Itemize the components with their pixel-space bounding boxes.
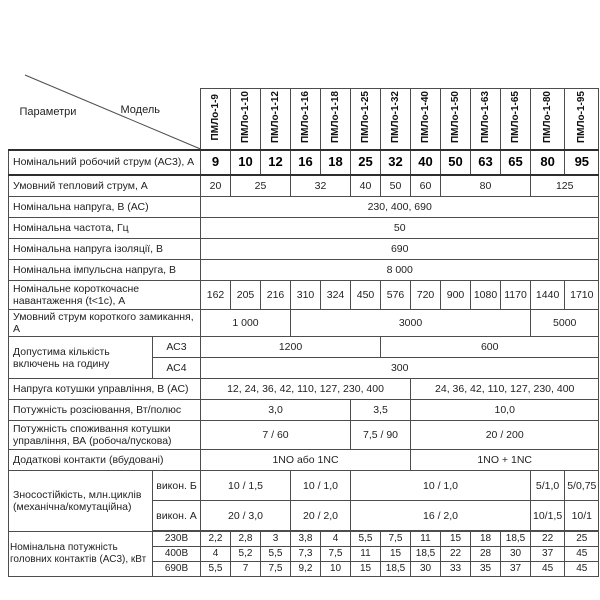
value-cell: 45 [531, 562, 565, 577]
value-cell: 576 [381, 281, 411, 310]
spec-table [8, 88, 599, 577]
row-label: Номінальна імпульсна напруга, В [9, 260, 201, 281]
value-cell: 5000 [531, 310, 599, 337]
model-header [411, 89, 441, 151]
row-sublabel: 230В [153, 531, 201, 547]
value-cell: 450 [351, 281, 381, 310]
model-name: ПМЛо-1-40 [419, 91, 431, 144]
table-row [9, 175, 599, 197]
value-cell: 25 [565, 531, 599, 547]
table-row [9, 150, 599, 175]
row-label: Умовний тепловий струм, А [9, 175, 201, 197]
value-cell: 8 000 [201, 260, 599, 281]
value-cell: 5,5 [261, 547, 291, 562]
value-cell: 5/1,0 [531, 471, 565, 501]
value-cell: 15 [381, 547, 411, 562]
value-cell: 37 [531, 547, 565, 562]
value-cell: 600 [381, 337, 599, 358]
value-cell: 65 [501, 150, 531, 175]
model-label: Модель [120, 103, 160, 116]
row-label: Номінальна частота, Гц [9, 218, 201, 239]
table-row [9, 310, 599, 337]
value-cell: 10 / 1,0 [291, 471, 351, 501]
value-cell: 30 [411, 562, 441, 577]
table-row [9, 471, 599, 501]
value-cell: 300 [201, 358, 599, 379]
value-cell: 162 [201, 281, 231, 310]
row-label: Напруга котушки управління, В (АС) [9, 379, 201, 400]
table-row [9, 531, 599, 547]
row-label: Номінальна напруга, В (АС) [9, 197, 201, 218]
value-cell: 20 / 200 [411, 421, 599, 450]
value-cell: 7,5 [261, 562, 291, 577]
model-header [201, 89, 231, 151]
row-label: Номінальне короткочасне навантаження (t<1с), А [9, 281, 201, 310]
table-row [9, 379, 599, 400]
value-cell: 20 / 2,0 [291, 501, 351, 532]
value-cell: 690 [201, 239, 599, 260]
table-row [9, 337, 599, 358]
table-row [9, 218, 599, 239]
model-name: ПМЛо-1-80 [541, 91, 553, 144]
value-cell: 24, 36, 42, 110, 127, 230, 400 [411, 379, 599, 400]
value-cell: 35 [471, 562, 501, 577]
row-sublabel: 400В [153, 547, 201, 562]
value-cell: 45 [565, 562, 599, 577]
value-cell: 310 [291, 281, 321, 310]
value-cell: 1NO + 1NC [411, 450, 599, 471]
value-cell: 18 [321, 150, 351, 175]
value-cell: 3 [261, 531, 291, 547]
value-cell: 16 / 2,0 [351, 501, 531, 532]
model-name: ПМЛо-1-95 [575, 91, 587, 144]
value-cell: 720 [411, 281, 441, 310]
row-label: Зносостійкість, млн.циклів (механічна/комутаційна) [9, 471, 153, 532]
value-cell: 20 [201, 175, 231, 197]
model-name: ПМЛо-1-18 [329, 91, 341, 144]
model-header [501, 89, 531, 151]
value-cell: 30 [501, 547, 531, 562]
value-cell: 10 / 1,0 [351, 471, 531, 501]
value-cell: 63 [471, 150, 501, 175]
value-cell: 3,5 [351, 400, 411, 421]
value-cell: 1NO або 1NC [201, 450, 411, 471]
model-header [261, 89, 291, 151]
value-cell: 40 [411, 150, 441, 175]
row-label: Потужність споживання котушки управління, ВА (робоча/пускова) [9, 421, 201, 450]
model-header [351, 89, 381, 151]
value-cell: 2,8 [231, 531, 261, 547]
value-cell: 7,5 / 90 [351, 421, 411, 450]
row-label: Номінальний робочий струм (АС3), А [9, 150, 201, 175]
value-cell: 324 [321, 281, 351, 310]
value-cell: 20 / 3,0 [201, 501, 291, 532]
table-row [9, 281, 599, 310]
value-cell: 900 [441, 281, 471, 310]
table-row [9, 450, 599, 471]
row-label: Додаткові контакти (вбудовані) [9, 450, 201, 471]
value-cell: 10 [231, 150, 261, 175]
value-cell: 1170 [501, 281, 531, 310]
value-cell: 40 [351, 175, 381, 197]
value-cell: 10,0 [411, 400, 599, 421]
value-cell: 5/0,75 [565, 471, 599, 501]
value-cell: 22 [441, 547, 471, 562]
value-cell: 3000 [291, 310, 531, 337]
value-cell: 5,5 [351, 531, 381, 547]
model-header [381, 89, 411, 151]
value-cell: 18,5 [501, 531, 531, 547]
model-header [471, 89, 501, 151]
value-cell: 5,2 [231, 547, 261, 562]
row-sublabel: 690В [153, 562, 201, 577]
table-row [9, 239, 599, 260]
value-cell: 60 [411, 175, 441, 197]
row-sublabel: АС3 [153, 337, 201, 358]
value-cell: 3,8 [291, 531, 321, 547]
row-label: Номінальна потужність головних контактів (АС3), кВт [9, 531, 153, 577]
model-name: ПМЛо-1-12 [269, 91, 281, 144]
value-cell: 1710 [565, 281, 599, 310]
value-cell: 32 [381, 150, 411, 175]
model-name: ПМЛо-1-16 [299, 91, 311, 144]
model-header [231, 89, 261, 151]
value-cell: 10/1,5 [531, 501, 565, 532]
model-name: ПМЛо-1-10 [239, 91, 251, 144]
model-name: ПМЛо-1-25 [359, 91, 371, 144]
value-cell: 80 [531, 150, 565, 175]
model-header [565, 89, 599, 151]
value-cell: 230, 400, 690 [201, 197, 599, 218]
value-cell: 4 [321, 531, 351, 547]
row-label: Умовний струм короткого замикання, А [9, 310, 201, 337]
value-cell: 12, 24, 36, 42, 110, 127, 230, 400 [201, 379, 411, 400]
value-cell: 7,5 [321, 547, 351, 562]
value-cell: 7 / 60 [201, 421, 351, 450]
model-name: ПМЛо-1-50 [449, 91, 461, 144]
value-cell: 216 [261, 281, 291, 310]
table-row [9, 260, 599, 281]
header-row [9, 89, 599, 151]
value-cell: 1080 [471, 281, 501, 310]
model-name: ПМЛо-1-63 [479, 91, 491, 144]
value-cell: 80 [441, 175, 531, 197]
value-cell: 12 [261, 150, 291, 175]
parameters-label: Параметри [19, 105, 77, 118]
value-cell: 3,0 [201, 400, 351, 421]
value-cell: 95 [565, 150, 599, 175]
row-sublabel: викон. Б [153, 471, 201, 501]
value-cell: 11 [351, 547, 381, 562]
value-cell: 22 [531, 531, 565, 547]
value-cell: 7,5 [381, 531, 411, 547]
model-name: ПМЛо-1-32 [389, 91, 401, 144]
value-cell: 18,5 [381, 562, 411, 577]
value-cell: 18 [471, 531, 501, 547]
value-cell: 50 [441, 150, 471, 175]
table-row [9, 421, 599, 450]
value-cell: 1440 [531, 281, 565, 310]
model-header [441, 89, 471, 151]
value-cell: 9,2 [291, 562, 321, 577]
value-cell: 205 [231, 281, 261, 310]
value-cell: 50 [381, 175, 411, 197]
value-cell: 125 [531, 175, 599, 197]
row-label: Допустима кількість включень на годину [9, 337, 153, 379]
value-cell: 45 [565, 547, 599, 562]
value-cell: 4 [201, 547, 231, 562]
value-cell: 18,5 [411, 547, 441, 562]
value-cell: 5,5 [201, 562, 231, 577]
value-cell: 10 [321, 562, 351, 577]
value-cell: 25 [351, 150, 381, 175]
value-cell: 32 [291, 175, 351, 197]
value-cell: 1 000 [201, 310, 291, 337]
value-cell: 7 [231, 562, 261, 577]
model-name: ПМЛо-1-65 [509, 91, 521, 144]
model-header [321, 89, 351, 151]
value-cell: 2,2 [201, 531, 231, 547]
value-cell: 15 [351, 562, 381, 577]
table-row [9, 400, 599, 421]
model-name: ПМЛо-1-9 [209, 94, 221, 141]
value-cell: 1200 [201, 337, 381, 358]
value-cell: 33 [441, 562, 471, 577]
row-label: Потужність розсіювання, Вт/полюс [9, 400, 201, 421]
value-cell: 11 [411, 531, 441, 547]
value-cell: 9 [201, 150, 231, 175]
value-cell: 37 [501, 562, 531, 577]
corner-cell [9, 89, 201, 151]
value-cell: 25 [231, 175, 291, 197]
model-header [531, 89, 565, 151]
value-cell: 10 / 1,5 [201, 471, 291, 501]
value-cell: 50 [201, 218, 599, 239]
value-cell: 15 [441, 531, 471, 547]
row-sublabel: викон. А [153, 501, 201, 532]
spec-sheet [8, 88, 599, 577]
value-cell: 7,3 [291, 547, 321, 562]
value-cell: 16 [291, 150, 321, 175]
value-cell: 28 [471, 547, 501, 562]
row-label: Номінальна напруга ізоляції, В [9, 239, 201, 260]
table-row [9, 197, 599, 218]
model-header [291, 89, 321, 151]
row-sublabel: АС4 [153, 358, 201, 379]
value-cell: 10/1 [565, 501, 599, 532]
